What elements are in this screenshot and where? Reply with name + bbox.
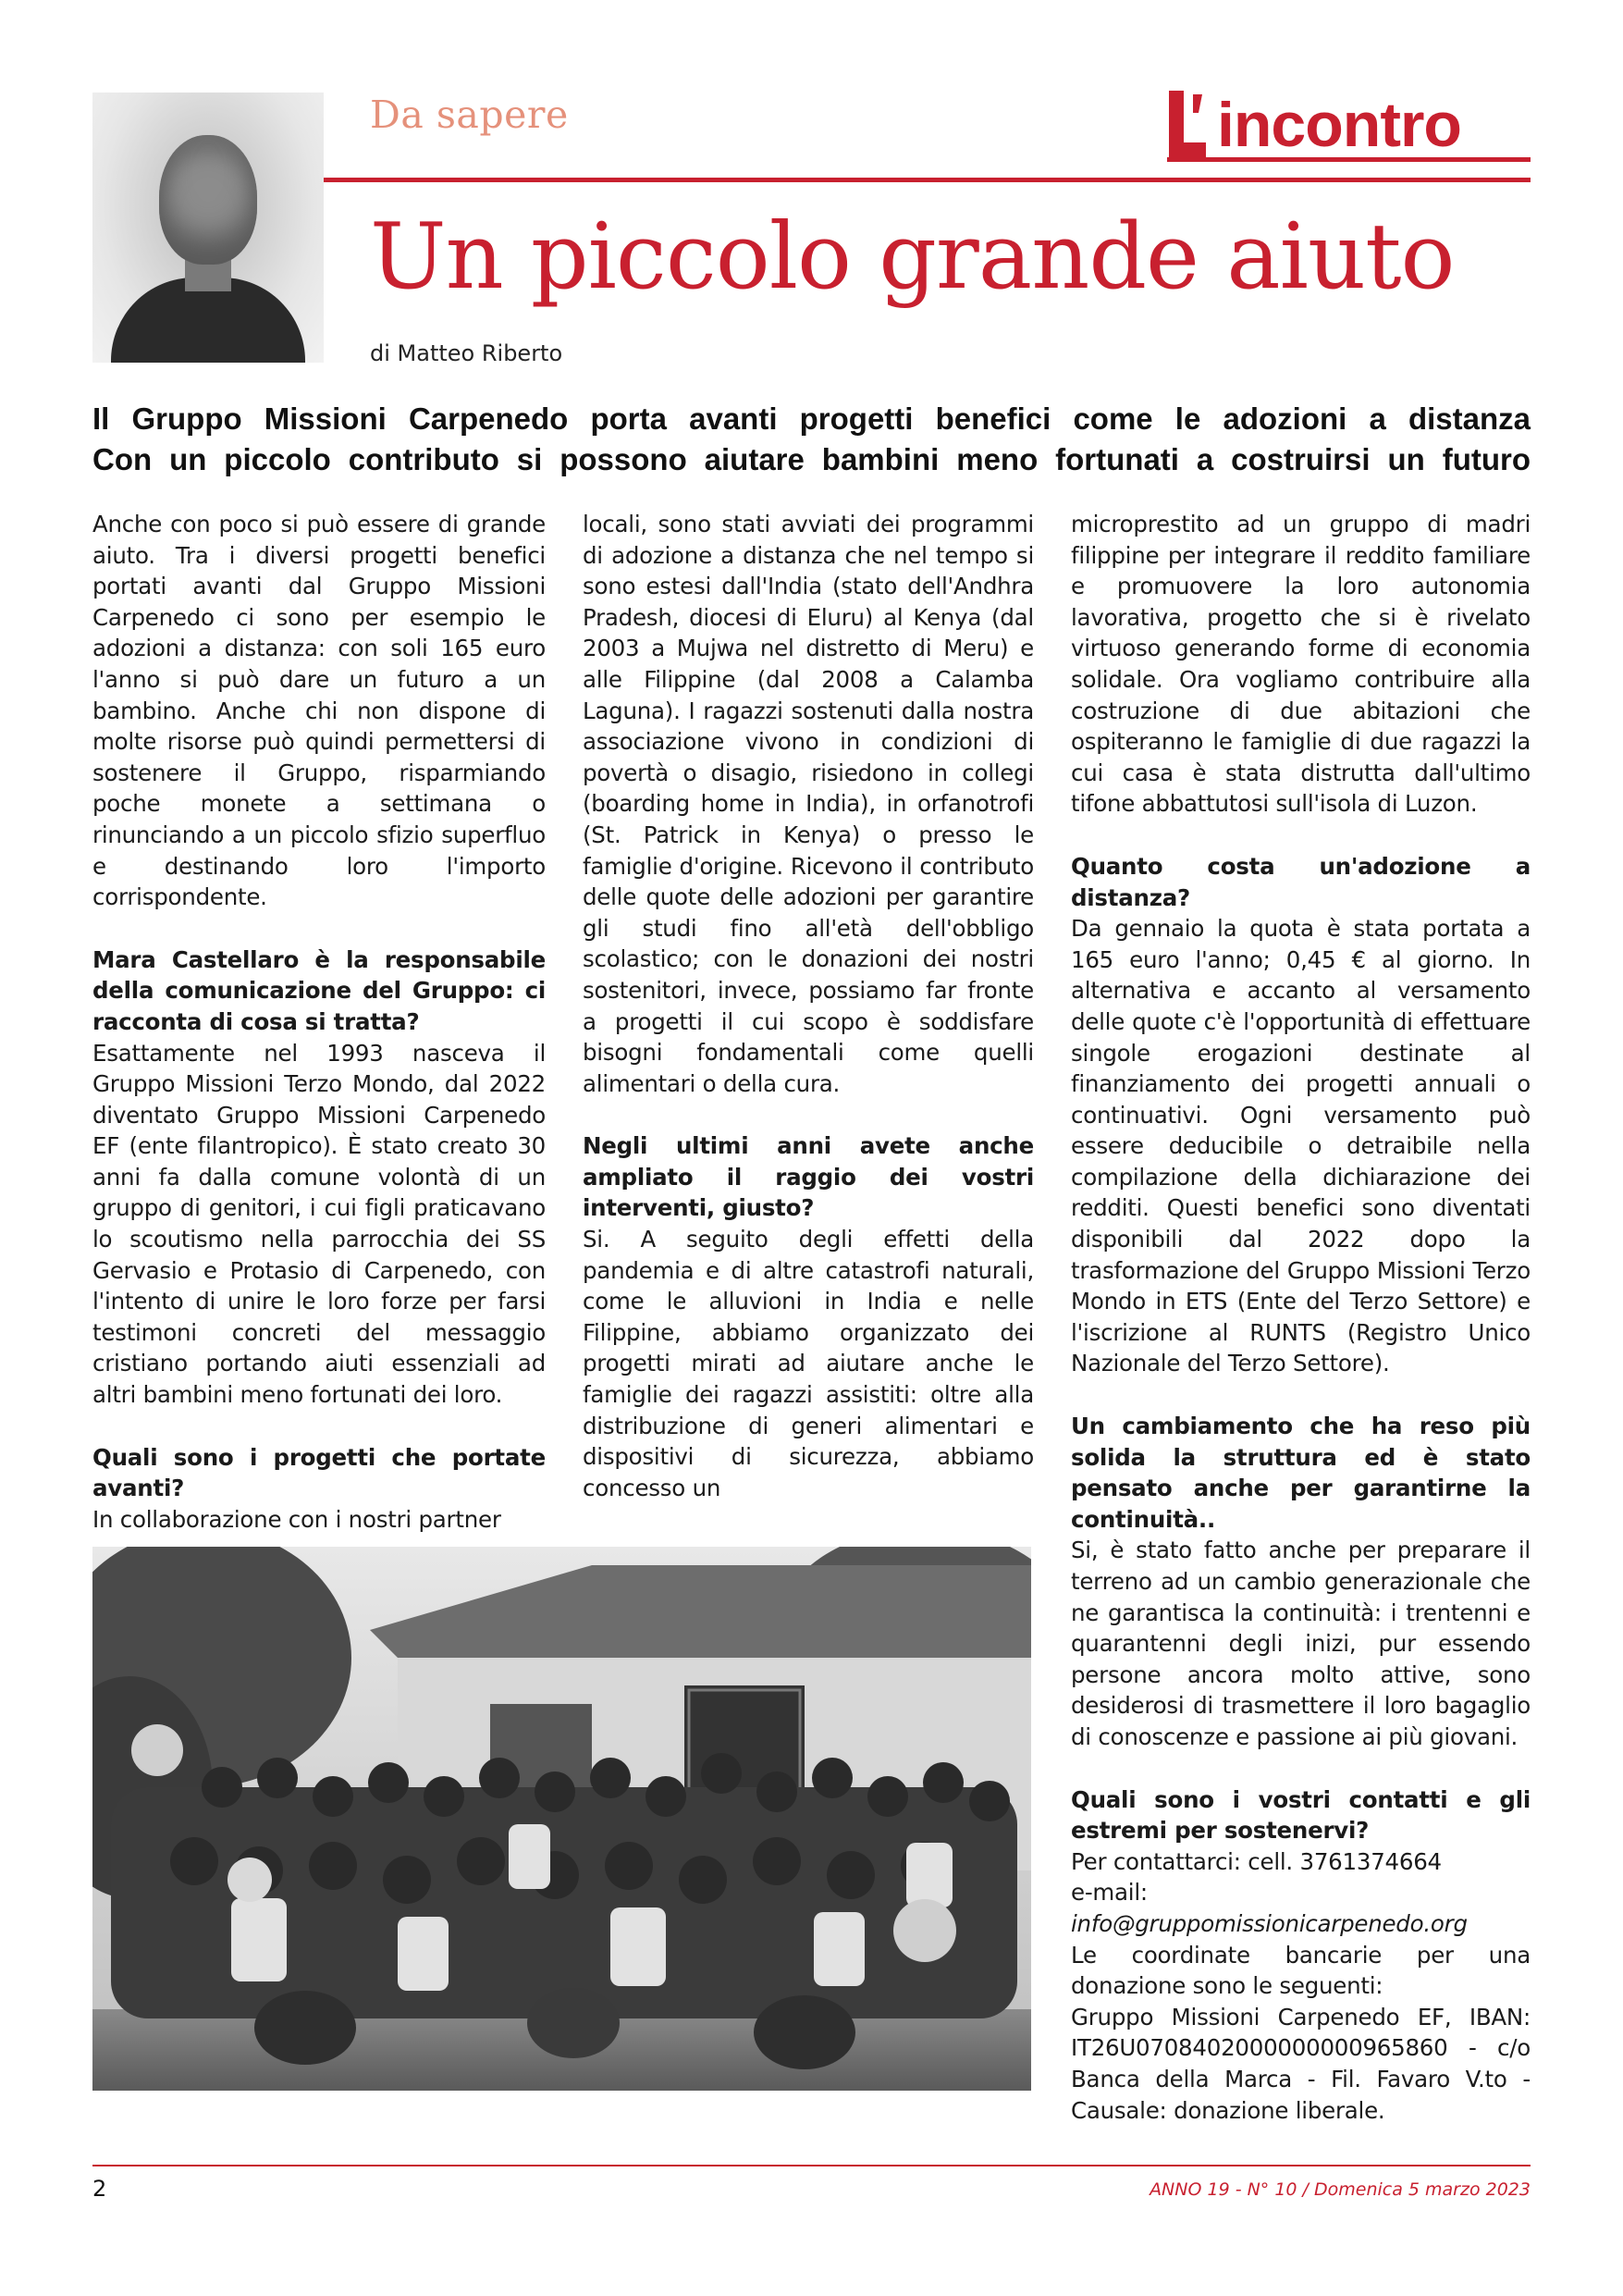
paragraph: In collaborazione con i nostri partner [92, 1505, 501, 1533]
section-kicker: Da sapere [370, 93, 569, 137]
article-column-1 [92, 509, 546, 1535]
group-photo [92, 1547, 1031, 2091]
paragraph: Si, è stato fatto anche per preparare il terreno ad un cambio generazionale che ne garantisca la continuità: i trentenni e quarantenni degli inizi, pur essendo persone ancora molto attive, sono desiderosi di trasmettere il loro bagaglio di conoscenze e passione ai più giovani. [1071, 1537, 1531, 1750]
paragraph: Esattamente nel 1993 nasceva il Gruppo Missioni Terzo Mondo, dal 2022 diventato Gruppo Missioni Carpenedo EF (ente filantropico). È stato creato 30 anni fa dalla comune volontà di un gruppo di genitori, i cui figli praticavano lo scoutismo nella parrocchia dei SS Gervasio e Protasio di Carpenedo, con l'intento di unire le loro forze per farsi testimoni concreti del messaggio cristiano portando aiuti essenziali ad altri bambini meno fortunati dei loro. [92, 1039, 546, 1409]
interview-question: Quali sono i vostri contatti e gli estremi per sostenervi? [1071, 1785, 1531, 1845]
subtitle-line-2: Con un piccolo contributo si possono aiutare bambini meno fortunati a costruirsi un futuro [92, 442, 1531, 476]
contact-phone: Per contattarci: cell. 3761374664 [1071, 1847, 1442, 1875]
interview-question: Mara Castellaro è la responsabile della comunicazione del Gruppo: ci racconta di cosa si tratta? [92, 945, 546, 1035]
bank-details: Gruppo Missioni Carpenedo EF, IBAN: IT26U0708402000000000965860 - c/o Banca della Marca - Fil. Favaro V.to - Causale: donazione liberale. [1071, 2003, 1531, 2124]
interview-question: Un cambiamento che ha reso più solida la struttura ed è stato pensato anche per garantirne la continuità.. [1071, 1413, 1531, 1533]
paragraph: Si. A seguito degli effetti della pandemia e di altre catastrofi naturali, come le alluvioni in India e nelle Filippine, abbiamo organizzato dei progetti mirati ad aiutare anche le famiglie dei ragazzi assistiti: oltre alla distribuzione di generi alimentari e dispositivi di sicurezza, abbiamo concesso un [583, 1226, 1034, 1501]
interview-question: Quali sono i progetti che portate avanti? [92, 1443, 546, 1502]
byline: di Matteo Riberto [370, 340, 563, 366]
interview-question: Quanto costa un'adozione a distanza? [1071, 852, 1531, 911]
logo-text: incontro [1217, 90, 1461, 160]
paragraph: microprestito ad un gruppo di madri filippine per integrare il reddito familiare e promuovere la loro autonomia lavorativa, progetto che si è rivelato virtuoso generando forme di economia solidale. Ora vogliamo contribuire alla costruzione di due abitazioni che ospiteranno le famiglie di due ragazzi la cui casa è stata distrutta dall'ultimo tifone abbattutosi sull'isola di Luzon. [1071, 511, 1531, 818]
author-photo [92, 93, 324, 363]
paragraph: Le coordinate bancarie per una donazione sono le seguenti: [1071, 1941, 1531, 2000]
paragraph: locali, sono stati avviati dei programmi di adozione a distanza che nel tempo si sono estesi dall'India (stato dell'Andhra Pradesh, diocesi di Eluru) al Kenya (dal 2003 a Mujwa nel distretto di Meru) e alle Filippine (dal 2008 a Calamba Laguna). I ragazzi sostenuti dalla nostra associazione vivono in condizioni di povertà o disagio, risiedono in collegi (boarding home in India), in orfanotrofi (St. Patrick in Kenya) o presso le famiglie d'origine. Ricevono il contributo delle quote delle adozioni per garantire gli studi fino all'età dell'obbligo scolastico; con le donazioni dei nostri sostenitori, invece, possiamo far fronte a progetti il cui scopo è soddisfare bisogni fondamentali come quelli alimentari o della cura. [583, 511, 1034, 1097]
contact-email-label: e-mail: [1071, 1879, 1148, 1907]
subtitle-line-1: Il Gruppo Missioni Carpenedo porta avanti progetti benefici come le adozioni a distanza [92, 401, 1531, 436]
header-rule [324, 178, 1531, 182]
contact-email[interactable]: info@gruppomissionicarpenedo.org [1071, 1909, 1468, 1937]
paragraph: Anche con poco si può essere di grande aiuto. Tra i diversi progetti benefici portati avanti dal Gruppo Missioni Carpenedo ci sono per esempio le adozioni a distanza: con soli 165 euro l'anno si può dare un futuro a un bambino. Anche chi non dispone di molte risorse può quindi permettersi di sostenere il Gruppo, risparmiando poche monete a settimana o rinunciando a un piccolo sfizio superfluo e destinando loro l'importo corrispondente. [92, 511, 546, 911]
article-column-3 [1071, 509, 1531, 2126]
headline: Un piccolo grande aiuto [370, 204, 1455, 310]
article-column-2 [583, 509, 1034, 1503]
footer-rule [92, 2165, 1531, 2166]
page-number: 2 [92, 2176, 107, 2202]
newspaper-logo [1165, 85, 1531, 164]
issue-info: ANNO 19 - N° 10 / Domenica 5 marzo 2023 [1150, 2179, 1531, 2200]
interview-question: Negli ultimi anni avete anche ampliato il raggio dei vostri interventi, giusto? [583, 1132, 1034, 1222]
paragraph: Da gennaio la quota è stata portata a 165 euro l'anno; 0,45 € al giorno. In alternativa e accanto al versamento delle quote c'è l'opportunità di effettuare singole erogazioni destinate al finanziamento dei progetti annuali o continuativi. Ogni versamento può essere deducibile o detraibile nella compilazione della dichiarazione dei redditi. Questi benefici sono diventati disponibili dal 2022 dopo la trasformazione del Gruppo Missioni Terzo Mondo in ETS (Ente del Terzo Settore) e l'iscrizione al RUNTS (Registro Unico Nazionale del Terzo Settore). [1071, 915, 1531, 1377]
